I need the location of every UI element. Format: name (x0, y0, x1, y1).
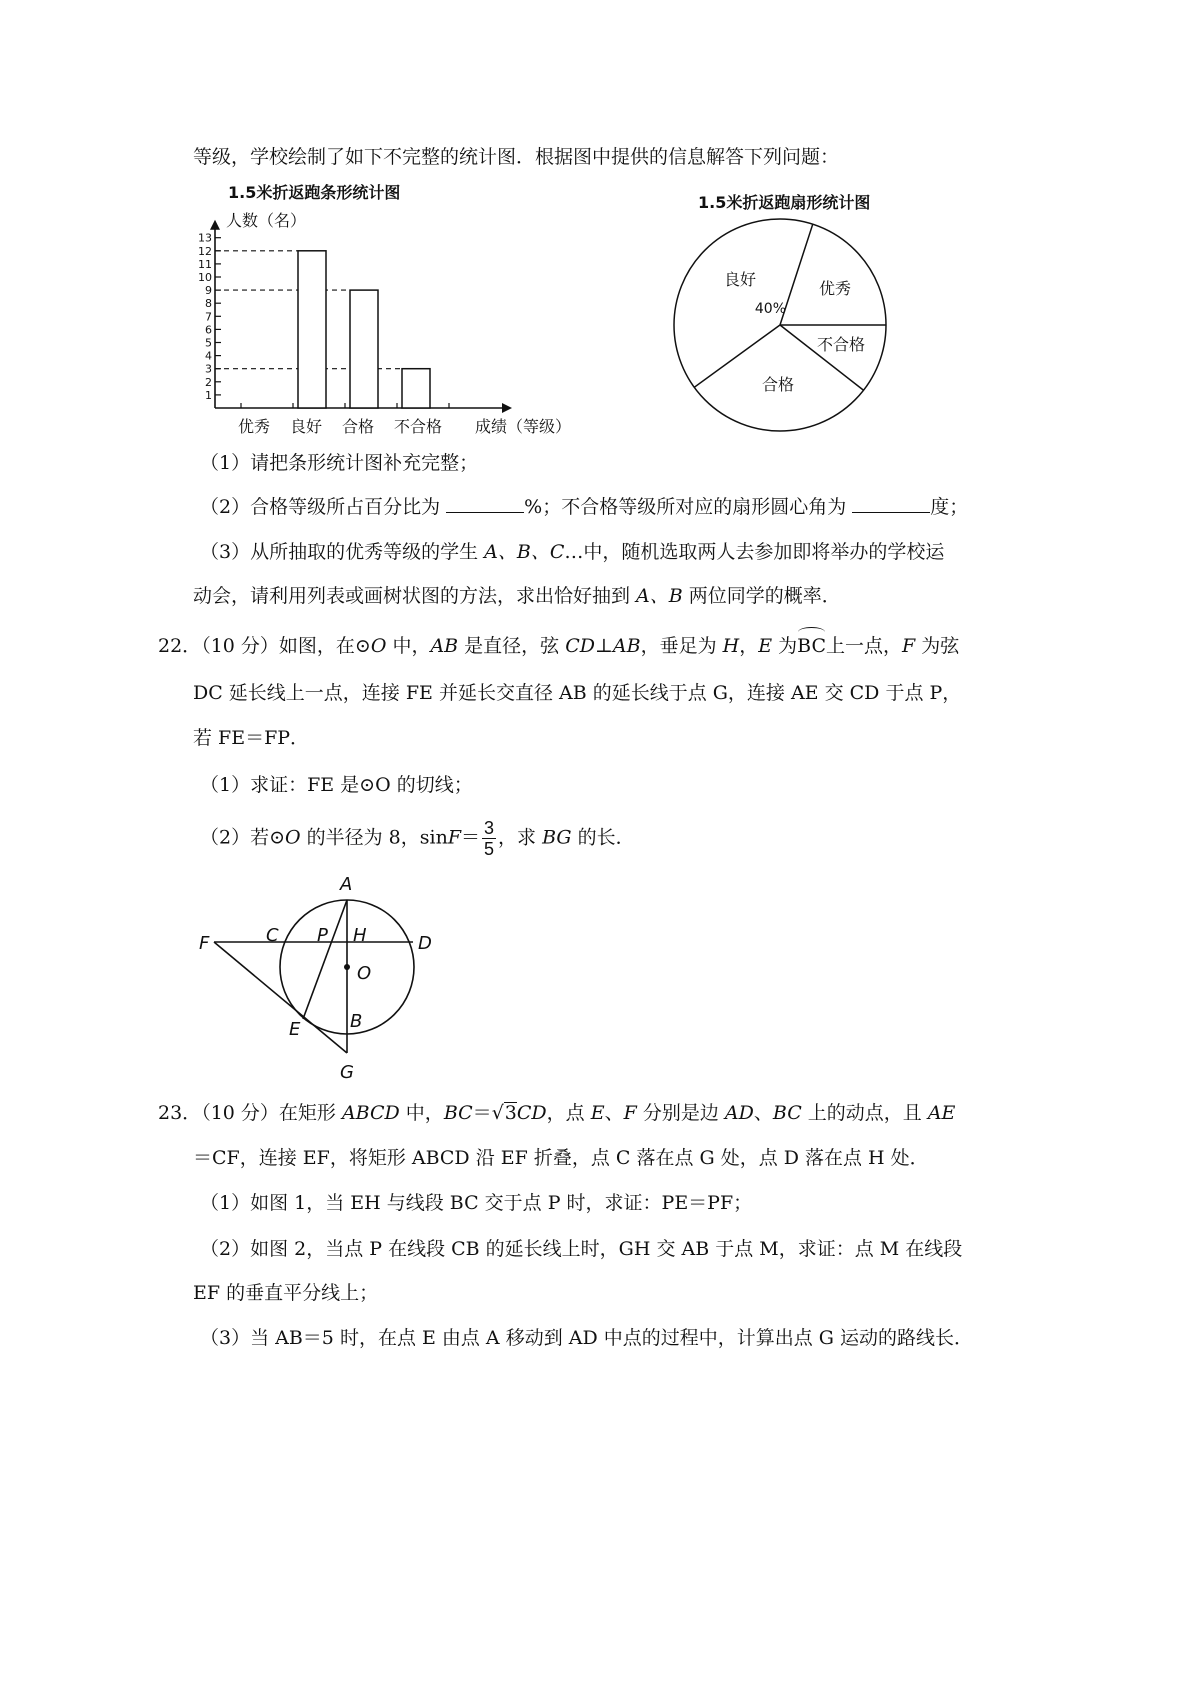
y-tick-label: 2 (205, 375, 212, 389)
center-point-o (344, 964, 350, 970)
pie-label-良好: 良好 (723, 270, 757, 289)
bar-chart-ylabel: 人数（名） (226, 211, 307, 230)
q23-line2: ＝CF，连接 EF，将矩形 ABCD 沿 EF 折叠，点 C 落在点 G 处，点 D 落在点 H 处． (193, 1147, 929, 1169)
q22-l1-AB: AB (430, 635, 459, 657)
pie-label-合格: 合格 (761, 375, 795, 394)
q23-l1-f: 分别是边 (636, 1102, 725, 1124)
q21-part3-text-b: …中，随机选取两人去参加即将举办的学校运 (564, 541, 945, 563)
q22-l1-AB2: AB (612, 635, 641, 657)
q21-part3-line2-b: 两位同学的概率． (682, 585, 841, 607)
q22-p2-BG: BG (542, 826, 572, 849)
intro-text: 等级，学校绘制了如下不完整的统计图．根据图中提供的信息解答下列问题： (193, 146, 840, 168)
y-tick-label: 9 (205, 284, 212, 298)
q21-part3-line2-vars: A、B (636, 585, 683, 607)
answer-blank-angle[interactable] (852, 494, 930, 513)
q23-l1-ABCD: ABCD (341, 1102, 400, 1124)
y-tick-label: 11 (198, 257, 212, 271)
x-category-label: 优秀 (237, 417, 271, 436)
sqrt-radicand: 3 (504, 1102, 517, 1124)
q22-l1-f: ， (739, 635, 759, 657)
q23-l1-c: ＝ (472, 1102, 492, 1124)
q23-l1-AD: AD (724, 1102, 754, 1124)
x-category-label: 良好 (289, 417, 323, 436)
q21-part3-line1 (200, 538, 944, 566)
bar-chart (190, 178, 590, 440)
x-category-label: 不合格 (393, 417, 443, 436)
q23-line1 (158, 1099, 955, 1127)
q23-l1-h: 上的动点，且 (801, 1102, 928, 1124)
label-D: D (418, 933, 432, 954)
pie-value-label: 40% (754, 301, 786, 317)
label-B: B (350, 1011, 363, 1032)
q22-number: 22． (158, 635, 202, 657)
q23-l1-AE: AE (927, 1102, 956, 1124)
q22-line3: 若 FE＝FP． (193, 727, 310, 749)
x-axis-arrow (502, 403, 512, 413)
q23-l1-F: F (623, 1102, 637, 1124)
q22-l1-F: F (902, 635, 916, 657)
x-category-label: 合格 (341, 417, 375, 436)
q22-l1-e: ，垂足为 (640, 635, 723, 657)
sqrt-sign: √ (491, 1102, 504, 1124)
label-H: H (353, 925, 367, 946)
q21-part3-line2-a: 动会，请利用列表或画树状图的方法，求出恰好抽到 (193, 585, 637, 607)
q22-l1-H: H (722, 635, 740, 657)
q21-part2-text-a: （2）合格等级所占百分比为 (200, 496, 447, 518)
label-G: G (340, 1062, 354, 1083)
bar-不合格 (402, 369, 430, 408)
q23-l1-e: 、 (604, 1102, 624, 1124)
q21-part2 (200, 493, 968, 521)
line-ae (303, 900, 347, 1019)
y-axis-arrow (210, 220, 220, 230)
q23-part2-line1: （2）如图 2，当点 P 在线段 CB 的延长线上时，GH 交 AB 于点 M，求证：点 M 在线段 (200, 1238, 963, 1260)
y-tick-label: 3 (205, 362, 212, 376)
pie-label-不合格: 不合格 (816, 335, 866, 354)
label-E: E (289, 1019, 301, 1040)
q22-score: （10 分） (201, 635, 279, 657)
pie-chart-title: 1.5米折返跑扇形统计图 (698, 193, 871, 212)
q22-part2 (200, 818, 635, 859)
q22-l1-h: 上一点， (826, 635, 903, 657)
q22-l1-a: 如图，在⊙ (278, 635, 371, 657)
bar-良好 (298, 251, 326, 408)
q23-part3: （3）当 AB＝5 时，在点 E 由点 A 移动到 AD 中点的过程中，计算出点 G 运动的路线长． (200, 1327, 973, 1349)
q22-l1-b: 中， (386, 635, 431, 657)
y-tick-label: 4 (205, 349, 212, 363)
q23-l1-d: ，点 (546, 1102, 591, 1124)
y-tick-label: 12 (198, 244, 212, 258)
y-tick-label: 10 (198, 271, 212, 284)
q23-l1-b: 中， (399, 1102, 444, 1124)
label-C: C (266, 925, 279, 946)
answer-blank-percent[interactable] (446, 494, 524, 513)
x-axis-label: 成绩（等级） (475, 417, 572, 436)
q22-p2-e: 的长． (571, 826, 635, 849)
y-tick-label: 13 (198, 231, 212, 245)
circle-geometry-figure (190, 870, 450, 1085)
q22-p2-c: ＝ (461, 826, 481, 849)
bar-chart-title: 1.5米折返跑条形统计图 (228, 183, 401, 202)
y-tick-label: 5 (205, 336, 212, 350)
q23-l1-CD: CD (516, 1102, 547, 1124)
q22-line2: DC 延长线上一点，连接 FE 并延长交直径 AB 的延长线于点 G，连接 AE 交 CD 于点 P， (193, 682, 962, 704)
pie-chart (665, 188, 905, 443)
q23-l1-g: 、 (753, 1102, 773, 1124)
y-tick-label: 1 (205, 388, 212, 402)
label-O: O (357, 963, 372, 984)
q21-part2-text-c: 度； (930, 496, 969, 518)
q21-part1: （1）请把条形统计图补充完整； (200, 452, 479, 474)
q22-p2-F: F (447, 826, 462, 849)
q22-l1-CD: CD (565, 635, 596, 657)
q22-line1 (158, 632, 959, 660)
q23-l1-BC2: BC (772, 1102, 802, 1124)
q22-l1-E: E (758, 635, 773, 657)
q22-l1-c: 是直径，弦 (458, 635, 566, 657)
q23-score: （10 分） (201, 1102, 279, 1124)
q23-l1-a: 在矩形 (278, 1102, 342, 1124)
q21-part2-text-b: %；不合格等级所对应的扇形圆心角为 (524, 496, 853, 518)
arc-bc: BC (797, 632, 826, 660)
q22-p2-O: O (285, 826, 301, 849)
pie-label-优秀: 优秀 (818, 279, 852, 298)
y-tick-label: 6 (205, 323, 212, 337)
q21-part3-vars: A、B、C (484, 541, 565, 563)
q23-number: 23． (158, 1102, 202, 1124)
y-tick-label: 8 (205, 297, 212, 311)
q22-p2-b: 的半径为 8，sin (300, 826, 448, 849)
q22-l1-g: 为 (772, 635, 798, 657)
q23-l1-BC: BC (443, 1102, 473, 1124)
q21-part3-text-a: （3）从所抽取的优秀等级的学生 (200, 541, 485, 563)
q22-p2-a: （2）若⊙ (200, 826, 286, 849)
q23-part1: （1）如图 1，当 EH 与线段 BC 交于点 P 时，求证：PE＝PF； (200, 1192, 753, 1214)
label-A: A (340, 874, 353, 895)
bar-合格 (350, 290, 378, 408)
q22-part1: （1）求证：FE 是⊙O 的切线； (200, 774, 473, 796)
y-tick-label: 7 (205, 310, 212, 324)
q21-part3-line2 (193, 582, 841, 610)
q22-l1-i: 为弦 (915, 635, 960, 657)
fraction-numerator: 3 (484, 818, 495, 838)
label-P: P (317, 925, 328, 946)
q22-l1-O: O (370, 635, 387, 657)
q22-p2-d: ，求 (498, 826, 543, 849)
label-F: F (199, 933, 210, 954)
q23-l1-E: E (590, 1102, 605, 1124)
fraction-3-5 (482, 818, 496, 859)
q23-part2-line2: EF 的垂直平分线上； (193, 1282, 379, 1304)
q22-l1-d: ⊥ (595, 635, 613, 657)
fraction-denominator: 5 (484, 839, 495, 859)
